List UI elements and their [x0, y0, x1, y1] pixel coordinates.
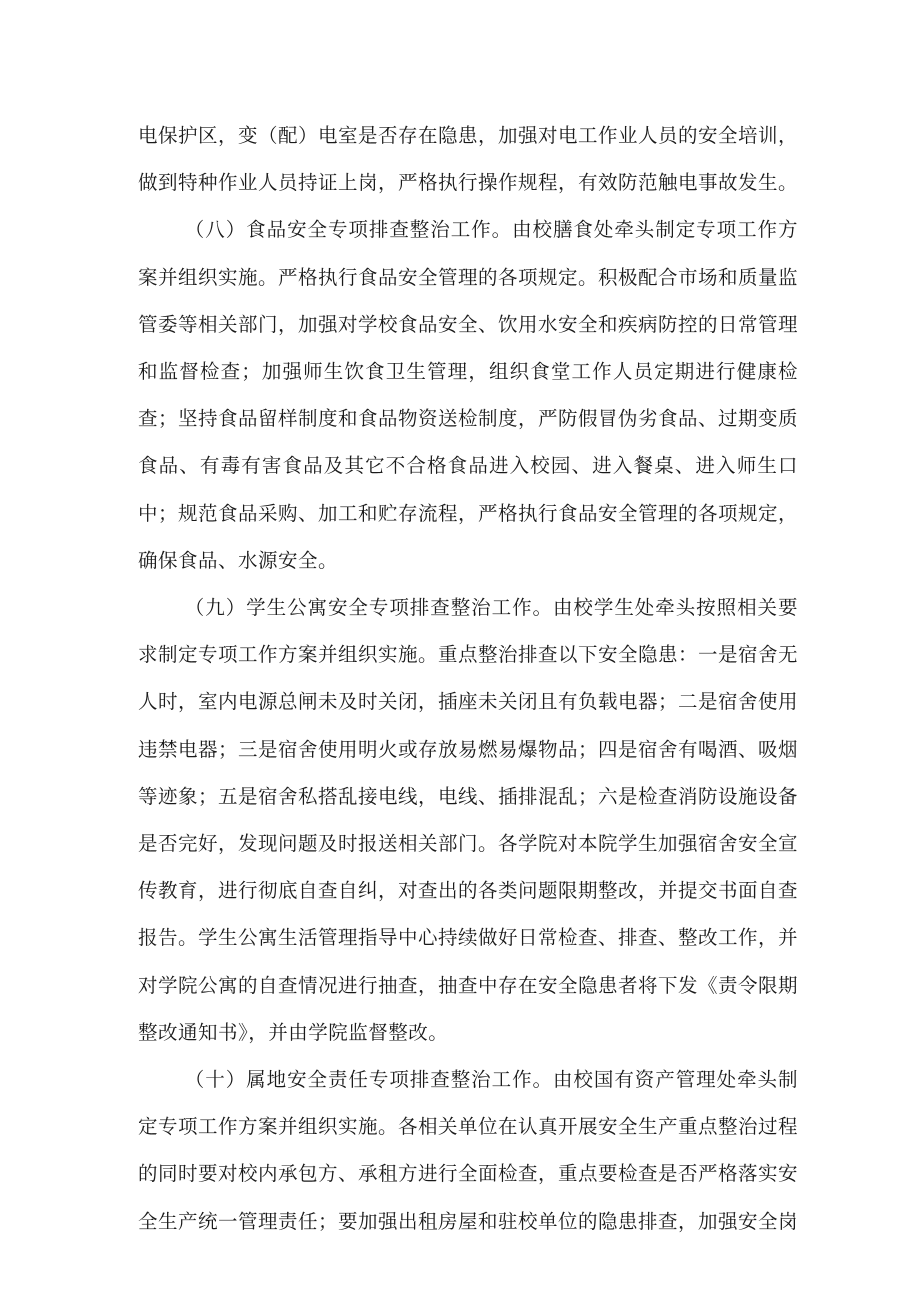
paragraph-food-safety: （八）食品安全专项排查整治工作。由校膳食处牵头制定专项工作方案并组织实施。严格执行食品安全管理的各项规定。积极配合市场和质量监管委等相关部门，加强对学校食品安全、饮用水安全和疾病防控的日常管理和监督检查；加强师生饮食卫生管理，组织食堂工作人员定期进行健康检查；坚持食品留样制度和食品物资送检制度，严防假冒伪劣食品、过期变质食品、有毒有害食品及其它不合格食品进入校园、进入餐桌、进入师生口中；规范食品采购、加工和贮存流程，严格执行食品安全管理的各项规定，确保食品、水源安全。 — [138, 218, 799, 572]
paragraph-continued: 电保护区，变（配）电室是否存在隐患，加强对电工作业人员的安全培训，做到特种作业人员持证上岗，严格执行操作规程，有效防范触电事故发生。 — [138, 124, 799, 195]
document-body — [138, 112, 798, 1245]
paragraph-dormitory-safety: （九）学生公寓安全专项排查整治工作。由校学生处牵头按照相关要求制定专项工作方案并组织实施。重点整治排查以下安全隐患：一是宿舍无人时，室内电源总闸未及时关闭，插座未关闭且有负载电器；二是宿舍使用违禁电器；三是宿舍使用明火或存放易燃易爆物品；四是宿舍有喝酒、吸烟等迹象；五是宿舍私搭乱接电线，电线、插排混乱；六是检查消防设施设备是否完好，发现问题及时报送相关部门。各学院对本院学生加强宿舍安全宣传教育，进行彻底自查自纠，对查出的各类问题限期整改，并提交书面自查报告。学生公寓生活管理指导中心持续做好日常检查、排查、整改工作，并对学院公寓的自查情况进行抽查，抽查中存在安全隐患者将下发《责令限期整改通知书》，并由学院监督整改。 — [138, 596, 799, 1044]
paragraph-territorial-responsibility: （十）属地安全责任专项排查整治工作。由校国有资产管理处牵头制定专项工作方案并组织实施。各相关单位在认真开展安全生产重点整治过程的同时要对校内承包方、承租方进行全面检查，重点要检查是否严格落实安全生产统一管理责任；要加强出租房屋和驻校单位的隐患排查，加强安全岗 — [138, 1068, 799, 1233]
